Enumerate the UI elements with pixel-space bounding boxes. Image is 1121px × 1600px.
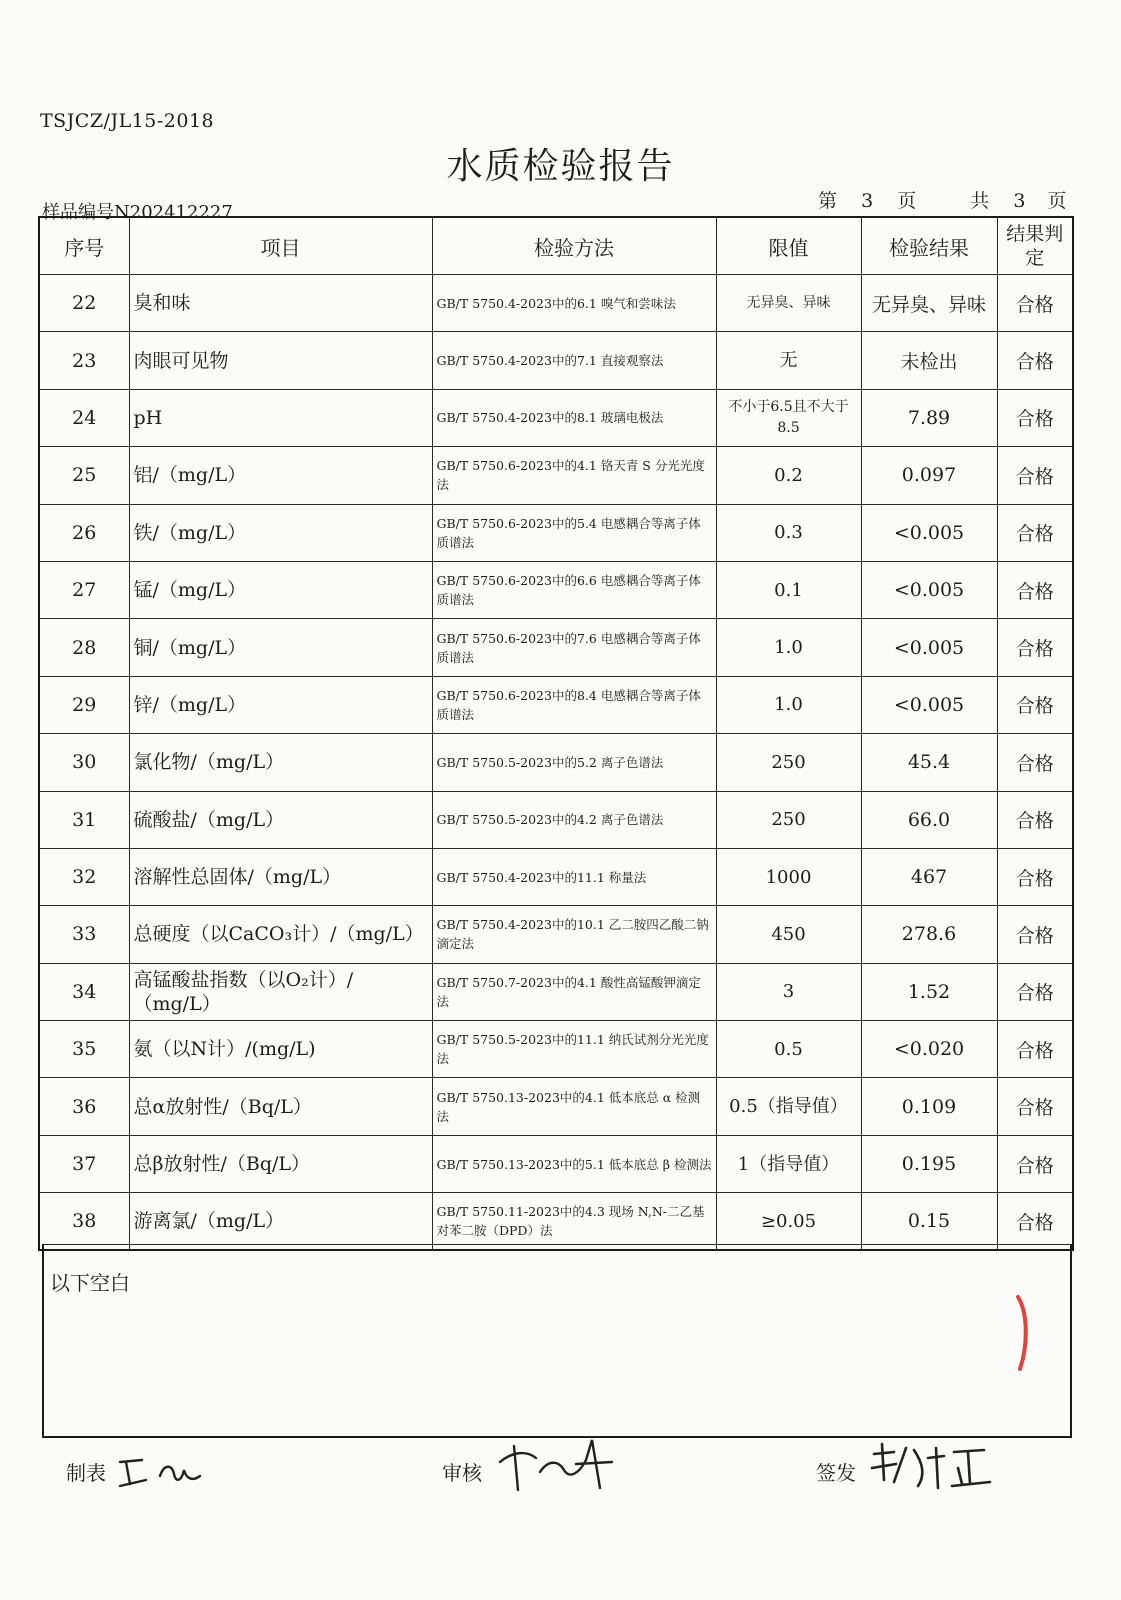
- page-total: 3: [1013, 190, 1026, 212]
- page-label-mid: 页: [897, 190, 917, 212]
- page-indicator: [818, 186, 1066, 213]
- cell-item: 总硬度（以CaCO₃计）/（mg/L）: [129, 906, 432, 963]
- cell-serial: 24: [39, 389, 129, 446]
- cell-result: 0.109: [861, 1078, 997, 1135]
- cell-item: 肉眼可见物: [129, 332, 432, 389]
- cell-limit: 0.5（指导值）: [716, 1078, 861, 1135]
- cell-method: GB/T 5750.4-2023中的11.1 称量法: [432, 848, 716, 905]
- header-method: 检验方法: [432, 217, 716, 275]
- cell-method: GB/T 5750.6-2023中的6.6 电感耦合等离子体质谱法: [432, 561, 716, 618]
- table-row: [39, 1135, 1073, 1192]
- cell-result: 未检出: [861, 332, 997, 389]
- cell-verdict: 合格: [997, 963, 1073, 1020]
- header-item: 项目: [129, 217, 432, 275]
- table-row: [39, 676, 1073, 733]
- cell-limit: 1000: [716, 848, 861, 905]
- prepared-label: 制表: [66, 1460, 106, 1485]
- reviewed-label: 审核: [442, 1460, 482, 1485]
- table-row: [39, 1021, 1073, 1078]
- cell-limit: 无: [716, 332, 861, 389]
- cell-item: 硫酸盐/（mg/L）: [129, 791, 432, 848]
- cell-verdict: 合格: [997, 1021, 1073, 1078]
- cell-result: <0.005: [861, 676, 997, 733]
- blank-note: 以下空白: [50, 1271, 130, 1295]
- cell-method: GB/T 5750.6-2023中的5.4 电感耦合等离子体质谱法: [432, 504, 716, 561]
- cell-verdict: 合格: [997, 504, 1073, 561]
- table-row: [39, 848, 1073, 905]
- cell-result: 0.195: [861, 1135, 997, 1192]
- cell-limit: 3: [716, 963, 861, 1020]
- page-label-suffix: 页: [1047, 190, 1067, 212]
- cell-result: 无异臭、异味: [861, 275, 997, 332]
- cell-limit: ≥0.05: [716, 1193, 861, 1250]
- issued-signature-icon: [866, 1438, 994, 1496]
- cell-result: 7.89: [861, 389, 997, 446]
- cell-serial: 38: [39, 1193, 129, 1250]
- cell-result: <0.020: [861, 1021, 997, 1078]
- cell-method: GB/T 5750.4-2023中的10.1 乙二胺四乙酸二钠滴定法: [432, 906, 716, 963]
- cell-result: <0.005: [861, 619, 997, 676]
- cell-limit: 1（指导值）: [716, 1135, 861, 1192]
- cell-limit: 0.2: [716, 447, 861, 504]
- header-verdict: 结果判定: [997, 217, 1073, 275]
- cell-method: GB/T 5750.6-2023中的7.6 电感耦合等离子体质谱法: [432, 619, 716, 676]
- cell-verdict: 合格: [997, 734, 1073, 791]
- table-row: [39, 1193, 1073, 1250]
- cell-serial: 25: [39, 447, 129, 504]
- cell-item: 高锰酸盐指数（以O₂计）/（mg/L）: [129, 963, 432, 1020]
- cell-result: 1.52: [861, 963, 997, 1020]
- cell-method: GB/T 5750.7-2023中的4.1 酸性高锰酸钾滴定法: [432, 963, 716, 1020]
- cell-verdict: 合格: [997, 676, 1073, 733]
- cell-serial: 28: [39, 619, 129, 676]
- prepared-by: [66, 1448, 208, 1494]
- cell-limit: 1.0: [716, 619, 861, 676]
- cell-method: GB/T 5750.11-2023中的4.3 现场 N,N-二乙基对苯二胺（DPD）法: [432, 1193, 716, 1250]
- cell-serial: 34: [39, 963, 129, 1020]
- blank-area: [42, 1244, 1072, 1438]
- reviewed-signature-icon: [492, 1432, 618, 1498]
- table-row: [39, 332, 1073, 389]
- cell-verdict: 合格: [997, 1193, 1073, 1250]
- cell-verdict: 合格: [997, 619, 1073, 676]
- page-current: 3: [861, 190, 874, 212]
- table-row: [39, 734, 1073, 791]
- cell-verdict: 合格: [997, 332, 1073, 389]
- page-title: 水质检验报告: [446, 146, 675, 187]
- cell-serial: 22: [39, 275, 129, 332]
- cell-method: GB/T 5750.5-2023中的4.2 离子色谱法: [432, 791, 716, 848]
- cell-limit: 1.0: [716, 676, 861, 733]
- table-row: [39, 561, 1073, 618]
- table-row: [39, 1078, 1073, 1135]
- cell-item: 臭和味: [129, 275, 432, 332]
- cell-serial: 32: [39, 848, 129, 905]
- cell-limit: 0.5: [716, 1021, 861, 1078]
- cell-method: GB/T 5750.4-2023中的7.1 直接观察法: [432, 332, 716, 389]
- cell-result: 0.15: [861, 1193, 997, 1250]
- page-total-prefix: 共: [970, 190, 990, 212]
- cell-serial: 26: [39, 504, 129, 561]
- cell-verdict: 合格: [997, 275, 1073, 332]
- cell-serial: 23: [39, 332, 129, 389]
- table-row: [39, 389, 1073, 446]
- table-row: [39, 619, 1073, 676]
- header-limit: 限值: [716, 217, 861, 275]
- cell-item: 锰/（mg/L）: [129, 561, 432, 618]
- cell-verdict: 合格: [997, 1078, 1073, 1135]
- cell-limit: 450: [716, 906, 861, 963]
- cell-method: GB/T 5750.13-2023中的4.1 低本底总 α 检测法: [432, 1078, 716, 1135]
- cell-serial: 30: [39, 734, 129, 791]
- cell-serial: 27: [39, 561, 129, 618]
- cell-item: 总α放射性/（Bq/L）: [129, 1078, 432, 1135]
- cell-item: 游离氯/（mg/L）: [129, 1193, 432, 1250]
- cell-limit: 250: [716, 791, 861, 848]
- reviewed-by: [442, 1448, 618, 1494]
- issued-label: 签发: [816, 1460, 856, 1485]
- cell-limit: 250: [716, 734, 861, 791]
- cell-result: <0.005: [861, 561, 997, 618]
- cell-method: GB/T 5750.5-2023中的11.1 纳氏试剂分光光度法: [432, 1021, 716, 1078]
- table-row: [39, 906, 1073, 963]
- cell-verdict: 合格: [997, 848, 1073, 905]
- cell-result: 0.097: [861, 447, 997, 504]
- results-table: [38, 216, 1074, 1251]
- cell-item: 铜/（mg/L）: [129, 619, 432, 676]
- cell-verdict: 合格: [997, 389, 1073, 446]
- table-row: [39, 963, 1073, 1020]
- cell-limit: 不小于6.5且不大于8.5: [716, 389, 861, 446]
- cell-method: GB/T 5750.4-2023中的8.1 玻璃电极法: [432, 389, 716, 446]
- cell-item: 总β放射性/（Bq/L）: [129, 1135, 432, 1192]
- cell-limit: 0.1: [716, 561, 861, 618]
- cell-result: 467: [861, 848, 997, 905]
- prepared-signature-icon: [116, 1450, 208, 1492]
- table-row: [39, 504, 1073, 561]
- cell-serial: 29: [39, 676, 129, 733]
- cell-serial: 37: [39, 1135, 129, 1192]
- table-row: [39, 791, 1073, 848]
- cell-item: pH: [129, 389, 432, 446]
- cell-method: GB/T 5750.4-2023中的6.1 嗅气和尝味法: [432, 275, 716, 332]
- cell-serial: 36: [39, 1078, 129, 1135]
- red-mark-icon: [1012, 1293, 1032, 1373]
- cell-item: 氯化物/（mg/L）: [129, 734, 432, 791]
- cell-result: <0.005: [861, 504, 997, 561]
- cell-verdict: 合格: [997, 447, 1073, 504]
- table-header-row: [39, 217, 1073, 275]
- cell-verdict: 合格: [997, 791, 1073, 848]
- cell-limit: 0.3: [716, 504, 861, 561]
- cell-limit: 无异臭、异味: [716, 275, 861, 332]
- page-label-prefix: 第: [818, 190, 838, 212]
- cell-item: 铝/（mg/L）: [129, 447, 432, 504]
- sample-number: 样品编号N202412227: [42, 202, 233, 223]
- cell-serial: 33: [39, 906, 129, 963]
- cell-result: 45.4: [861, 734, 997, 791]
- table-row: [39, 275, 1073, 332]
- cell-result: 278.6: [861, 906, 997, 963]
- cell-method: GB/T 5750.13-2023中的5.1 低本底总 β 检测法: [432, 1135, 716, 1192]
- cell-item: 铁/（mg/L）: [129, 504, 432, 561]
- cell-item: 氨（以N计）/(mg/L): [129, 1021, 432, 1078]
- table-row: [39, 447, 1073, 504]
- cell-method: GB/T 5750.5-2023中的5.2 离子色谱法: [432, 734, 716, 791]
- cell-method: GB/T 5750.6-2023中的4.1 铬天青 S 分光光度法: [432, 447, 716, 504]
- cell-verdict: 合格: [997, 561, 1073, 618]
- cell-item: 溶解性总固体/（mg/L）: [129, 848, 432, 905]
- cell-serial: 35: [39, 1021, 129, 1078]
- document-code: TSJCZ/JL15-2018: [40, 110, 215, 132]
- header-result: 检验结果: [861, 217, 997, 275]
- header-serial: 序号: [39, 217, 129, 275]
- cell-method: GB/T 5750.6-2023中的8.4 电感耦合等离子体质谱法: [432, 676, 716, 733]
- cell-serial: 31: [39, 791, 129, 848]
- cell-item: 锌/（mg/L）: [129, 676, 432, 733]
- cell-result: 66.0: [861, 791, 997, 848]
- issued-by: [816, 1448, 994, 1494]
- cell-verdict: 合格: [997, 906, 1073, 963]
- cell-verdict: 合格: [997, 1135, 1073, 1192]
